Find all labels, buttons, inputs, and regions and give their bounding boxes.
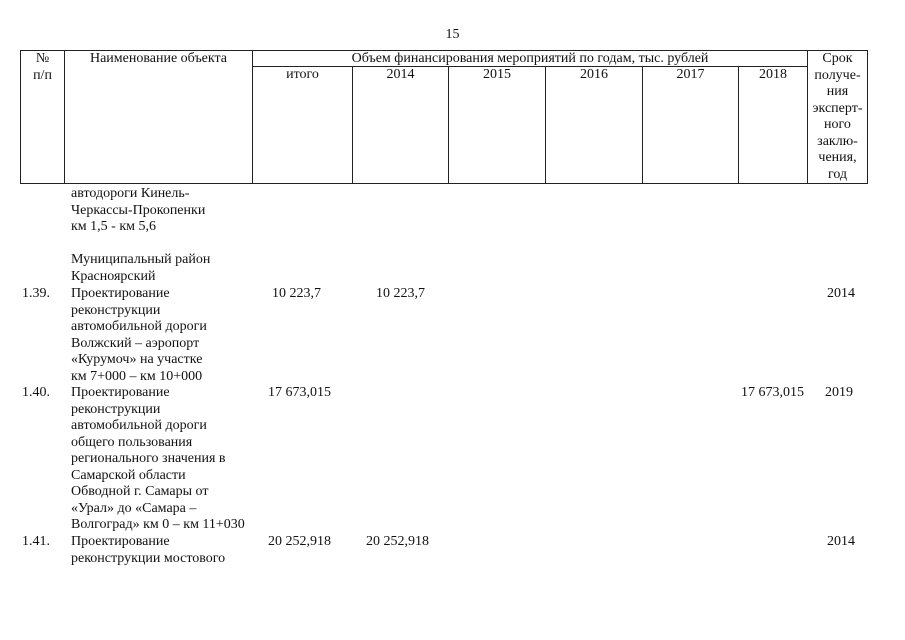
name-line: Черкассы-Прокопенки	[71, 202, 206, 218]
header-term-line: Срок	[822, 51, 853, 66]
name-line: автомобильной дороги	[71, 319, 207, 334]
row-number: 1.41.	[22, 534, 50, 549]
name-line: реконструкции	[71, 302, 161, 318]
header-term-line: получе-	[814, 67, 861, 83]
row-total: 17 673,015	[268, 385, 331, 400]
row-term: 2014	[827, 286, 855, 301]
header-financing-volume: Объем финансирования мероприятий по годам, тыс. рублей	[253, 51, 808, 67]
name-line: общего пользования	[71, 434, 193, 450]
header-term-line: заклю-	[817, 133, 858, 149]
district-line: Красноярский	[71, 268, 156, 284]
name-line: «Курумоч» на участке	[71, 352, 203, 367]
name-line: реконструкции мостового	[71, 550, 226, 566]
row-year-2014: 20 252,918	[366, 534, 429, 549]
row-object-name	[71, 286, 253, 385]
name-line: реконструкции	[71, 401, 161, 417]
row-term: 2014	[827, 534, 855, 549]
header-year-2014: 2014	[353, 67, 449, 184]
header-year-2016: 2016	[546, 67, 643, 184]
name-line: автомобильной дороги	[71, 418, 207, 433]
header-number-line2: п/п	[33, 67, 52, 83]
page-number: 15	[445, 27, 460, 42]
name-line: Волгоград» км 0 – км 11+030	[71, 517, 245, 532]
name-line: «Урал» до «Самара –	[71, 500, 197, 516]
name-line: Самарской области	[71, 467, 186, 483]
row-year-2018: 17 673,015	[741, 385, 804, 400]
district-heading	[71, 252, 253, 285]
name-line: км 7+000 – км 10+000	[71, 368, 203, 384]
header-term-line: год	[827, 166, 848, 182]
header-number-line1: №	[35, 51, 50, 66]
financing-table-header	[20, 50, 868, 184]
header-object-name: Наименование объекта	[65, 51, 253, 184]
header-year-2017: 2017	[643, 67, 739, 184]
name-line: автодороги Кинель-	[71, 186, 190, 201]
header-term-line: ния	[826, 84, 849, 99]
row-year-2014: 10 223,7	[376, 286, 425, 301]
name-line: Проектирование	[71, 286, 170, 301]
row-total: 10 223,7	[272, 286, 321, 301]
name-line: Обводной г. Самары от	[71, 484, 209, 499]
header-term-line: эксперт-	[812, 100, 863, 116]
header-year-2015: 2015	[449, 67, 546, 184]
header-term-line: ного	[824, 117, 851, 132]
header-expert-term	[808, 51, 868, 184]
name-line: Проектирование	[71, 534, 170, 549]
name-line: Волжский – аэропорт	[71, 335, 200, 351]
header-number	[21, 51, 65, 184]
row-term: 2019	[825, 385, 853, 400]
name-line: регионального значения в	[71, 451, 226, 466]
name-line: км 1,5 - км 5,6	[71, 219, 156, 234]
header-total: итого	[253, 67, 353, 184]
row-number: 1.40.	[22, 385, 50, 400]
name-line: Проектирование	[71, 385, 170, 400]
row-object-name	[71, 534, 253, 567]
district-line: Муниципальный район	[71, 252, 211, 267]
header-term-line: чения,	[818, 150, 857, 165]
row-total: 20 252,918	[268, 534, 331, 549]
row-object-name	[71, 385, 253, 534]
continuation-name	[71, 186, 253, 236]
header-year-2018: 2018	[739, 67, 808, 184]
row-number: 1.39.	[22, 286, 50, 301]
